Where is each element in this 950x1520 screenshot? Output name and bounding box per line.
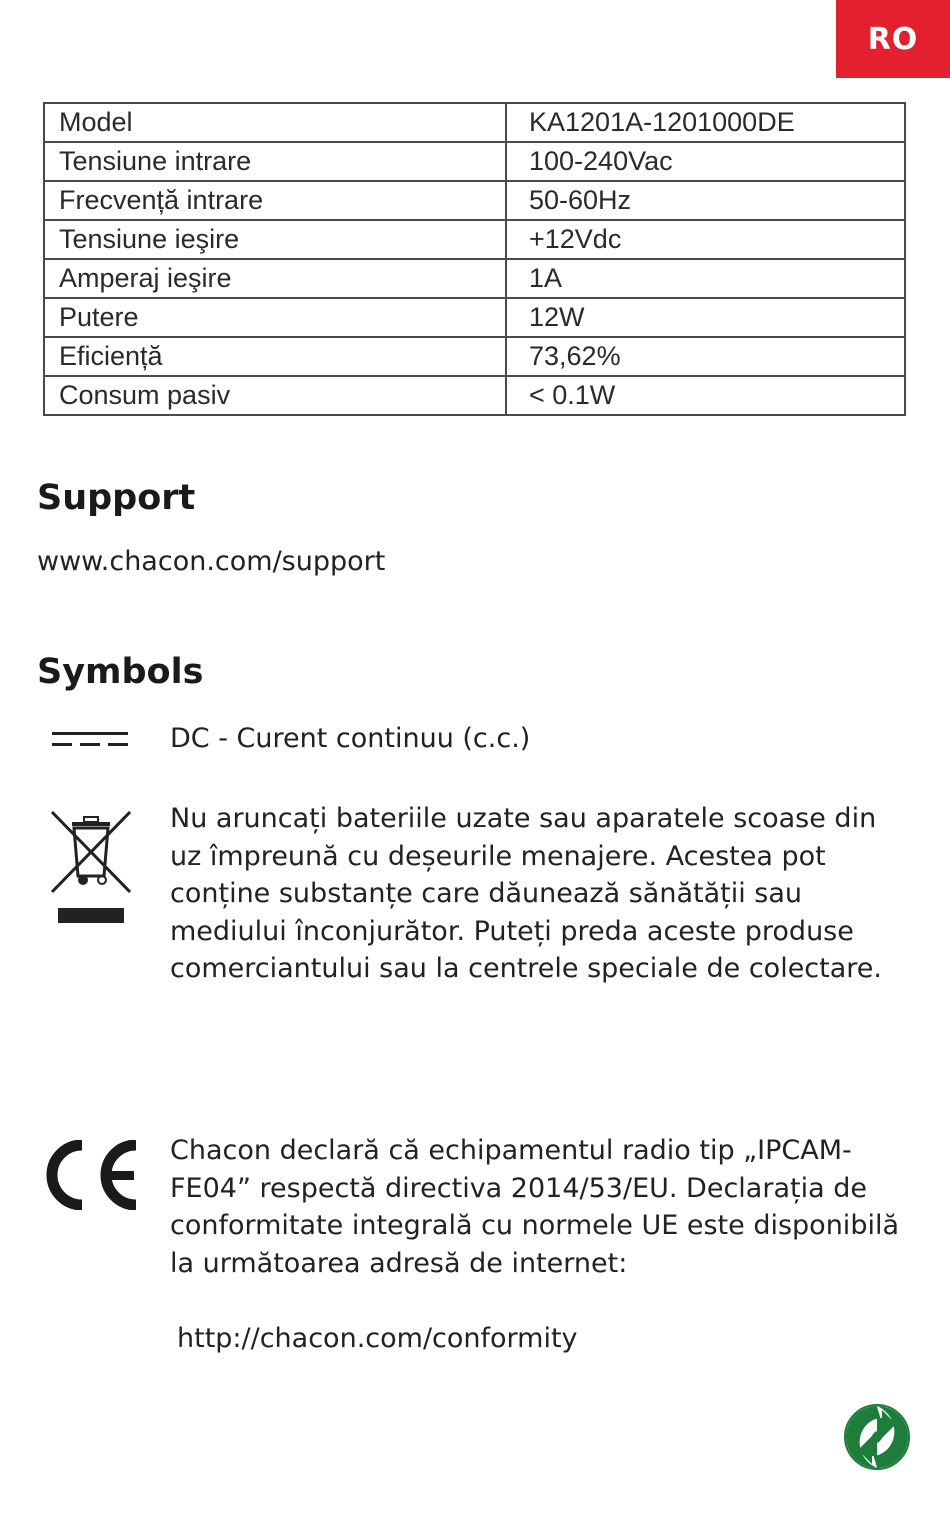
crossed-bin-icon [50,808,132,926]
spec-label: Frecvență intrare [44,181,506,220]
support-heading: Support [37,478,196,518]
language-tab: RO [836,0,950,78]
spec-label: Tensiune ieşire [44,220,506,259]
spec-label: Model [44,103,506,142]
spec-value: 73,62% [506,337,905,376]
spec-value: 12W [506,298,905,337]
weee-description: Nu aruncați bateriile uzate sau aparatele scoase din uz împreună cu deșeurile menajere. Acestea pot conține substanțe care dăunează sănătății sau mediului înconjurător. Puteți preda aceste produse comerciantului sau la centrele speciale de colectare. [170,803,882,984]
spec-value: KA1201A-1201000DE [506,103,905,142]
spec-label: Putere [44,298,506,337]
spec-value: < 0.1W [506,376,905,415]
dc-current-icon [52,728,130,750]
table-row [44,181,905,220]
table-row [44,142,905,181]
specs-table [43,102,906,416]
table-row [44,220,905,259]
table-row [44,376,905,415]
green-dot-recycling-icon [842,1402,912,1472]
table-row [44,259,905,298]
spec-label: Tensiune intrare [44,142,506,181]
ce-description: Chacon declară că echipamentul radio tip „IPCAM-FE04” respectă directiva 2014/53/EU. Declarația de conformitate integrală cu normele UE este disponibilă la următoarea adresă de internet: [170,1135,899,1279]
support-link[interactable]: www.chacon.com/support [37,546,386,577]
table-row [44,298,905,337]
spec-value: 100-240Vac [506,142,905,181]
spec-label: Consum pasiv [44,376,506,415]
conformity-link[interactable]: http://chacon.com/conformity [177,1323,578,1354]
spec-label: Amperaj ieşire [44,259,506,298]
ce-mark-icon [42,1140,142,1210]
spec-label: Eficiență [44,337,506,376]
symbols-heading: Symbols [37,652,204,692]
spec-value: 1A [506,259,905,298]
table-row [44,337,905,376]
spec-value: 50-60Hz [506,181,905,220]
table-row [44,103,905,142]
spec-value: +12Vdc [506,220,905,259]
dc-description: DC - Curent continuu (c.c.) [170,723,531,754]
